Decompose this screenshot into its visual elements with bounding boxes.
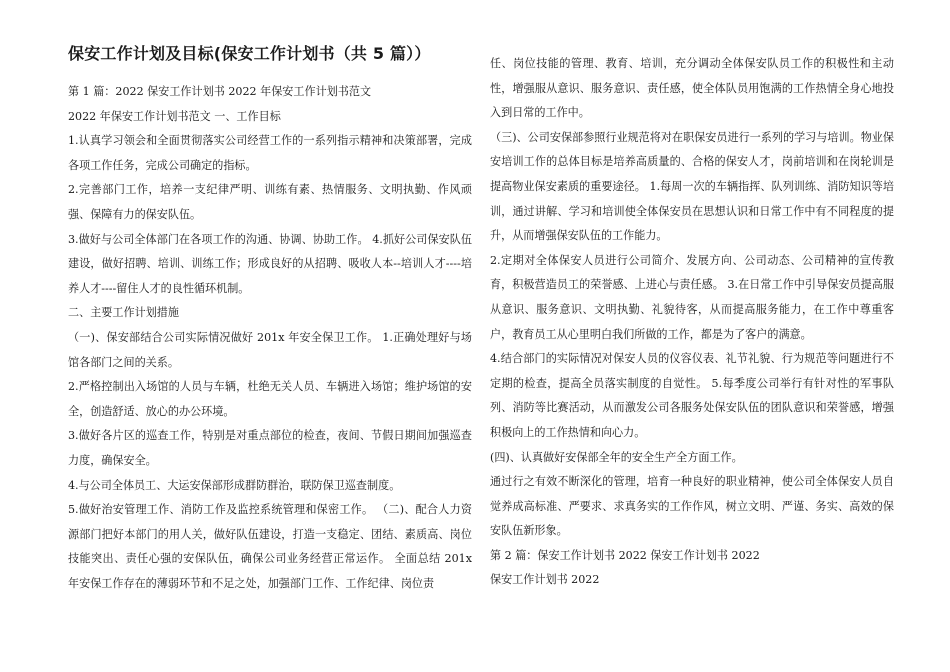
paragraph-measure-4: 4.与公司全体员工、大运安保部形成群防群治，联防保卫巡查制度。: [68, 478, 401, 492]
paragraph-education: 2.定期对全体保安人员进行公司简介、发展方向、公司动态、公司精神的宣传教育，积极营造员工的荣誉感、上进心与责任感。 3.在日常工作中引导保安员提高服从意识、服务意识、文明执勤、礼貌待客，从而提高服务能力，在工作中尊重客户，教育员工从心里明白我们所做的工作，都是为了客户的满意。: [490, 253, 894, 341]
paragraph-measure-1: （一)、保安部结合公司实际情况做好 201x 年安全保卫工作。 1.正确处理好与场馆各部门之间的关系。: [68, 330, 472, 369]
paragraph-measure-2: 2.严格控制出入场馆的人员与车辆，杜绝无关人员、车辆进入场馆；维护场馆的安全，创造舒适、放心的办公环境。: [68, 380, 472, 418]
paragraph-measure-3: 3.做好各片区的巡查工作，特别是对重点部位的检查，夜间、节假日期间加强巡查力度，确保安全。: [68, 429, 472, 467]
paragraph-goal-3-4: 3.做好与公司全体部门在各项工作的沟通、协调、协助工作。 4.抓好公司保安队伍建设，做好招聘、培训、训练工作；形成良好的从招聘、吸收人本--培训人才----培养人才----留住人才的良性循环机制。: [68, 232, 472, 295]
paragraph-measure-5: 5.做好治安管理工作、消防工作及监控系统管理和保密工作。 （二)、配合人力资源部门把好本部门的用人关，做好队伍建设，打造一支稳定、团结、素质高、岗位技能突出、责任心强的安保队伍，确保公司业务经营正常运作。 全面总结 201x 年安保工作存在的薄弱环节和不足之处，加强部门工作、工作纪律、岗位责: [68, 503, 472, 590]
left-column-body: [68, 80, 472, 596]
paragraph-goal-1: 1.认真学习领会和全面贯彻落实公司经营工作的一系列指示精神和决策部署，完成各项工作任务，完成公司确定的指标。: [68, 134, 472, 172]
document-title: 保安工作计划及目标(保安工作计划书（共 5 篇））: [68, 44, 431, 63]
subheading-work-goals: 2022 年保安工作计划书范文 一、工作目标: [68, 109, 281, 123]
paragraph-inspection: 4.结合部门的实际情况对保安人员的仪容仪表、礼节礼貌、行为规范等问题进行不定期的检查，提高全员落实制度的自觉性。 5.每季度公司举行有针对性的军事队列、消防等比赛活动，从而激发公司各服务处保安队伍的团队意识和荣誉感，增强积极向上的工作热情和向心力。: [490, 352, 894, 439]
subheading-measures: 二、主要工作计划措施: [68, 306, 179, 320]
paragraph-goal-2: 2.完善部门工作，培养一支纪律严明、训练有素、热情服务、文明执勤、作风顽强、保障有力的保安队伍。: [68, 183, 472, 221]
paragraph-safety: (四)、认真做好安保部全年的安全生产全方面工作。: [490, 450, 743, 464]
section-heading-2: 第 2 篇：保安工作计划书 2022 保安工作计划书 2022: [490, 548, 760, 562]
section-subtitle-2: 保安工作计划书 2022: [490, 573, 600, 587]
right-column: [490, 52, 894, 593]
paragraph-continued: 任、岗位技能的管理、教育、培训，充分调动全体保安队员工作的积极性和主动性，增强服从意识、服务意识、责任感，使全体队员用饱满的工作热情全身心地投入到日常的工作中。: [490, 57, 894, 120]
section-heading-1: 第 1 篇：2022 保安工作计划书 2022 年保安工作计划书范文: [68, 85, 372, 98]
paragraph-management: 通过行之有效不断深化的管理，培育一种良好的职业精神，使公司全体保安人员自觉养成高标准、严要求、求真务实的工作作风，树立文明、严谨、务实、高效的保安队伍新形象。: [490, 475, 894, 538]
paragraph-training: （三)、公司安保部参照行业规范将对在职保安员进行一系列的学习与培训。物业保安培训工作的总体目标是培养高质量的、合格的保安人才，岗前培训和在岗轮训是提高物业保安素质的重要途径。 1.每周一次的车辆指挥、队列训练、消防知识等培训，通过讲解、学习和培训使全体保安员在思想认识和日常工作中有不同程度的提升，从而增强保安队伍的工作能力。: [490, 130, 894, 243]
